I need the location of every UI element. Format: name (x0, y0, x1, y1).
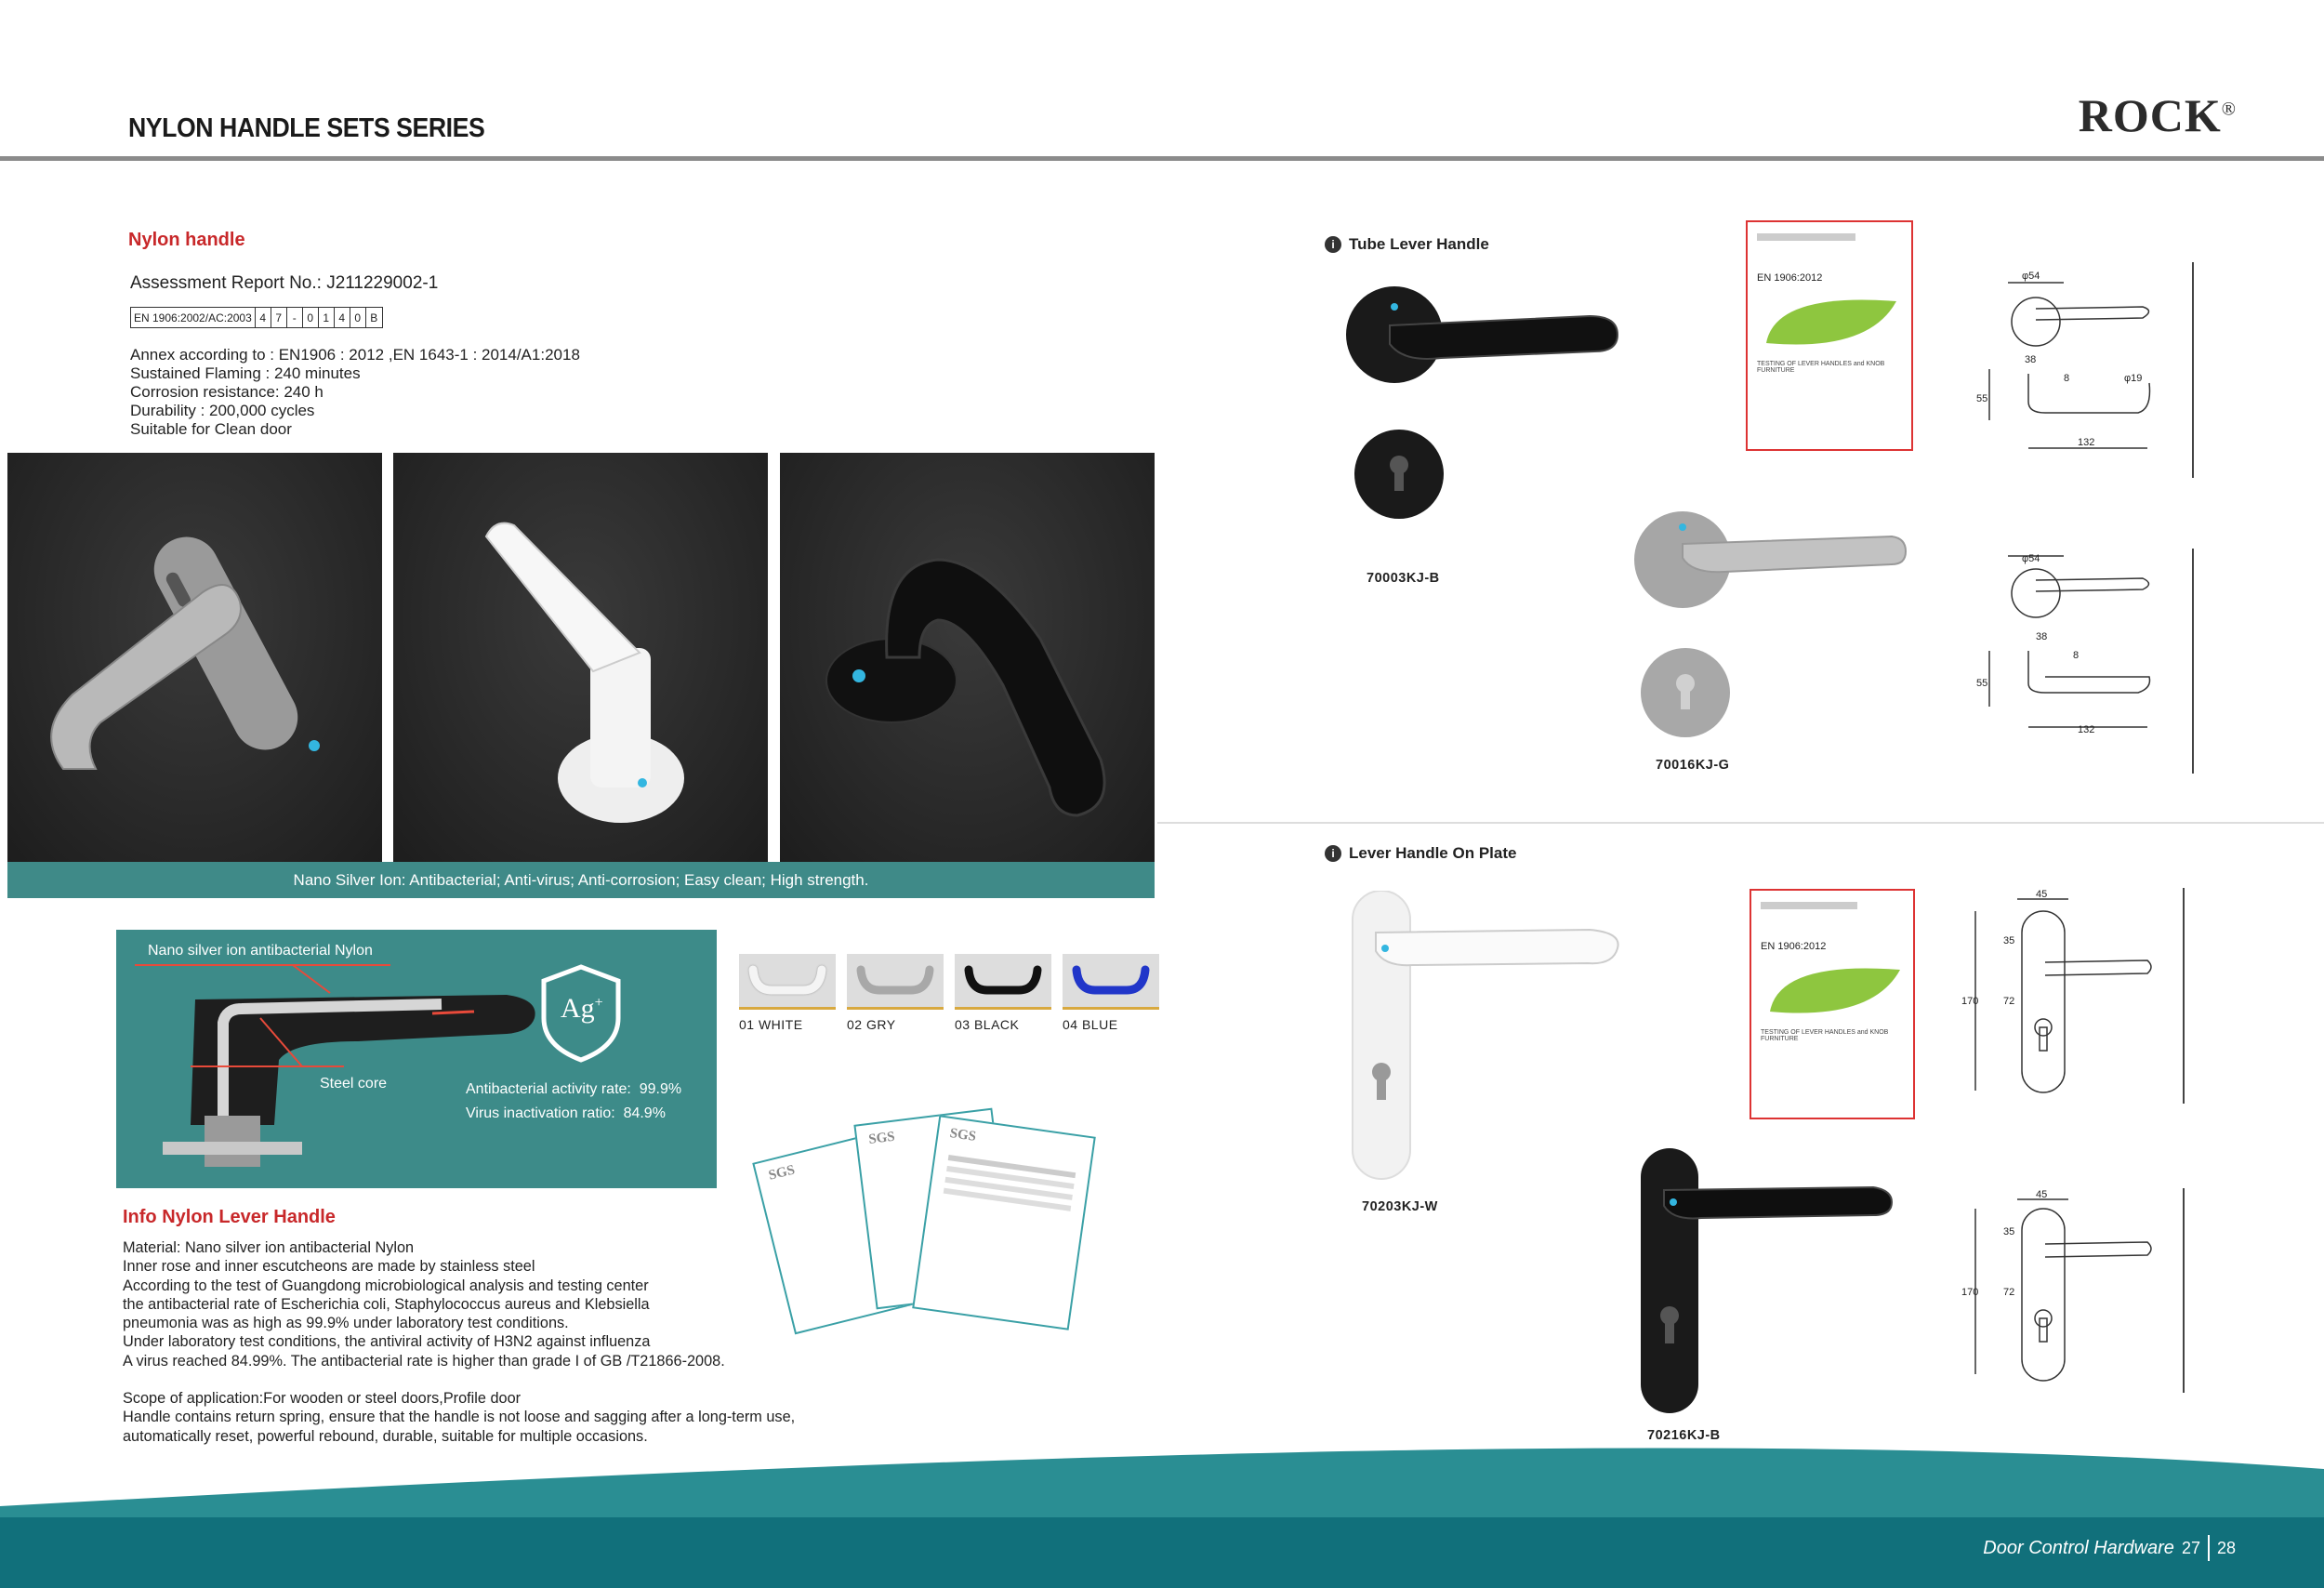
dim-label: 38 (2025, 354, 2037, 365)
assessment-report: Assessment Report No.: J211229002-1 (130, 273, 439, 293)
cert-sub: TESTING OF LEVER HANDLES and KNOB FURNITURE (1761, 1029, 1889, 1042)
dim-label: 8 (2064, 373, 2070, 384)
handle-70003-image (1339, 279, 1636, 395)
info-line: Scope of application:For wooden or steel doors,Profile door (123, 1390, 522, 1408)
dim-label: 45 (2036, 1189, 2048, 1200)
info-icon: i (1325, 845, 1341, 862)
cert-heading: EN 1906:2012 (1761, 941, 1827, 952)
footer-label (1983, 1535, 2236, 1561)
info-line: A virus reached 84.99%. The antibacterial rate is higher than grade I of GB /T21866-2008. (123, 1352, 725, 1370)
code-cell: 7 (271, 308, 287, 327)
dim-label: 132 (2078, 437, 2095, 448)
virus-inactivation-rate (466, 1105, 666, 1122)
section-divider (1157, 822, 2324, 824)
dim-label: 170 (1961, 996, 1979, 1007)
info-line: automatically reset, powerful rebound, durable, suitable for multiple occasions. (123, 1427, 648, 1445)
nylon-layer-label: Nano silver ion antibacterial Nylon (148, 943, 373, 959)
spec-list (130, 346, 580, 439)
registered-mark: ® (2221, 99, 2237, 120)
grey-handle-photo (7, 453, 382, 862)
sgs-cert-3 (912, 1115, 1096, 1330)
green-leaf-icon (1757, 287, 1906, 352)
antibacterial-rate-value: 99.9% (639, 1081, 682, 1097)
classification-code-table (130, 307, 383, 328)
spec-line: Annex according to : EN1906 : 2012 ,EN 1643-1 : 2014/A1:2018 (130, 346, 580, 364)
green-leaf-icon (1761, 956, 1909, 1021)
sgs-logo: SGS (948, 1126, 977, 1145)
code-cell: - (287, 308, 303, 327)
info-line: Handle contains return spring, ensure that the handle is not loose and sagging after a long-term use, (123, 1409, 796, 1426)
header-rule (0, 156, 2324, 161)
tube-lever-section-title (1325, 235, 1489, 254)
dim-label: 55 (1976, 678, 1988, 689)
dim-label: φ19 (2124, 373, 2143, 384)
model-70216: 70216KJ-B (1647, 1428, 1721, 1443)
dim-label: 35 (2003, 935, 2015, 946)
en1906-certificate (1746, 220, 1913, 451)
code-cell: 4 (256, 308, 271, 327)
footer-band (0, 1517, 2324, 1588)
swatch-grey[interactable] (847, 954, 944, 1032)
dim-label: 72 (2003, 1287, 2015, 1298)
dimension-drawing-70203 (1961, 888, 2185, 1104)
black-handle-photo (780, 453, 1155, 862)
dimension-drawing-70216 (1961, 1188, 2185, 1393)
silver-shield-icon (561, 993, 603, 1025)
dim-label: φ54 (2022, 271, 2040, 282)
swatch-label: 02 GRY (847, 1017, 896, 1032)
page-divider (2208, 1535, 2210, 1561)
swatch-label: 04 BLUE (1063, 1017, 1118, 1032)
dimension-drawing-70016 (1971, 549, 2194, 774)
ag-symbol: Ag (561, 993, 595, 1024)
escutcheon-70003-image (1353, 428, 1446, 525)
dim-label: 72 (2003, 996, 2015, 1007)
dim-label: 55 (1976, 393, 1988, 404)
lever-plate-title-text: Lever Handle On Plate (1349, 844, 1517, 862)
info-line: Material: Nano silver ion antibacterial Nylon (123, 1239, 415, 1256)
swatch-chip (955, 954, 1051, 1010)
swatch-label: 01 WHITE (739, 1017, 803, 1032)
virus-rate-value: 84.9% (623, 1105, 666, 1121)
escutcheon-70016-image (1639, 646, 1732, 744)
info-line: Inner rose and inner escutcheons are made by stainless steel (123, 1258, 535, 1276)
sgs-logo: SGS (767, 1162, 797, 1184)
swatch-chip (847, 954, 944, 1010)
spec-line: Suitable for Clean door (130, 420, 292, 438)
lever-plate-section-title (1325, 844, 1516, 863)
dim-label: 170 (1961, 1287, 1979, 1298)
spec-line: Corrosion resistance: 240 h (130, 383, 324, 401)
sgs-logo: SGS (867, 1129, 896, 1147)
footer-wave (0, 1441, 2324, 1525)
dim-label: 35 (2003, 1226, 2015, 1237)
info-icon: i (1325, 236, 1341, 253)
nano-silver-banner: Nano Silver Ion: Antibacterial; Anti-virus; Anti-corrosion; Easy clean; High strength. (7, 862, 1155, 898)
ag-plus: + (594, 995, 603, 1011)
info-line: pneumonia was as high as 99.9% under laboratory test conditions. (123, 1315, 569, 1332)
dim-label: 38 (2036, 631, 2048, 642)
code-cell: 0 (303, 308, 319, 327)
dim-label: 132 (2078, 724, 2095, 735)
info-paragraph (123, 1238, 885, 1446)
code-cell: B (370, 311, 378, 324)
dim-label: 8 (2073, 650, 2080, 661)
tube-lever-title-text: Tube Lever Handle (1349, 235, 1489, 253)
brand-logo (2079, 88, 2237, 142)
swatch-chip (739, 954, 836, 1010)
brand-name: ROCK (2078, 89, 2222, 141)
handle-70203-image (1348, 891, 1627, 1193)
en1906-certificate (1750, 889, 1915, 1119)
cert-heading: EN 1906:2012 (1757, 272, 1823, 284)
dim-label: 45 (2036, 889, 2048, 900)
color-swatches (739, 954, 1159, 1032)
white-handle-photo (393, 453, 768, 862)
swatch-label: 03 BLACK (955, 1017, 1020, 1032)
antibacterial-panel (116, 930, 717, 1188)
code-cell: 4 (335, 308, 350, 327)
antibacterial-rate-label: Antibacterial activity rate: (466, 1081, 631, 1097)
footer-title: Door Control Hardware (1983, 1537, 2174, 1558)
dimension-drawing-70003 (1971, 262, 2194, 478)
cert-sub: TESTING OF LEVER HANDLES and KNOB FURNITURE (1757, 361, 1885, 374)
virus-rate-label: Virus inactivation ratio: (466, 1105, 615, 1121)
swatch-white[interactable] (739, 954, 836, 1032)
antibacterial-rate (466, 1081, 681, 1098)
spec-line: Durability : 200,000 cycles (130, 402, 315, 419)
nylon-handle-title: Nylon handle (128, 230, 245, 250)
model-70003: 70003KJ-B (1367, 571, 1440, 586)
swatch-chip (1063, 954, 1159, 1010)
spec-line: Sustained Flaming : 240 minutes (130, 364, 361, 382)
info-line (123, 1370, 885, 1389)
handle-70216-image (1636, 1148, 1896, 1423)
info-title: Info Nylon Lever Handle (123, 1207, 336, 1227)
model-70203: 70203KJ-W (1362, 1199, 1438, 1214)
code-cell: EN 1906:2002/AC:2003 (131, 308, 256, 327)
handle-70016-image (1631, 507, 1910, 618)
info-line: According to the test of Guangdong microbiological analysis and testing center (123, 1277, 649, 1294)
info-line: Under laboratory test conditions, the antiviral activity of H3N2 against influenza (123, 1333, 651, 1351)
series-title: NYLON HANDLE SETS SERIES (128, 113, 485, 143)
page-number-left: 27 (2181, 1538, 2200, 1557)
info-line: the antibacterial rate of Escherichia coli, Staphylococcus aureus and Klebsiella (123, 1295, 650, 1313)
code-cell: 0 (350, 308, 366, 327)
dim-label: φ54 (2022, 553, 2040, 564)
page-number-right: 28 (2216, 1538, 2236, 1557)
swatch-black[interactable] (955, 954, 1051, 1032)
swatch-blue[interactable] (1063, 954, 1159, 1032)
code-cell: 1 (319, 308, 335, 327)
model-70016: 70016KJ-G (1656, 758, 1730, 773)
steel-core-label: Steel core (320, 1076, 388, 1092)
